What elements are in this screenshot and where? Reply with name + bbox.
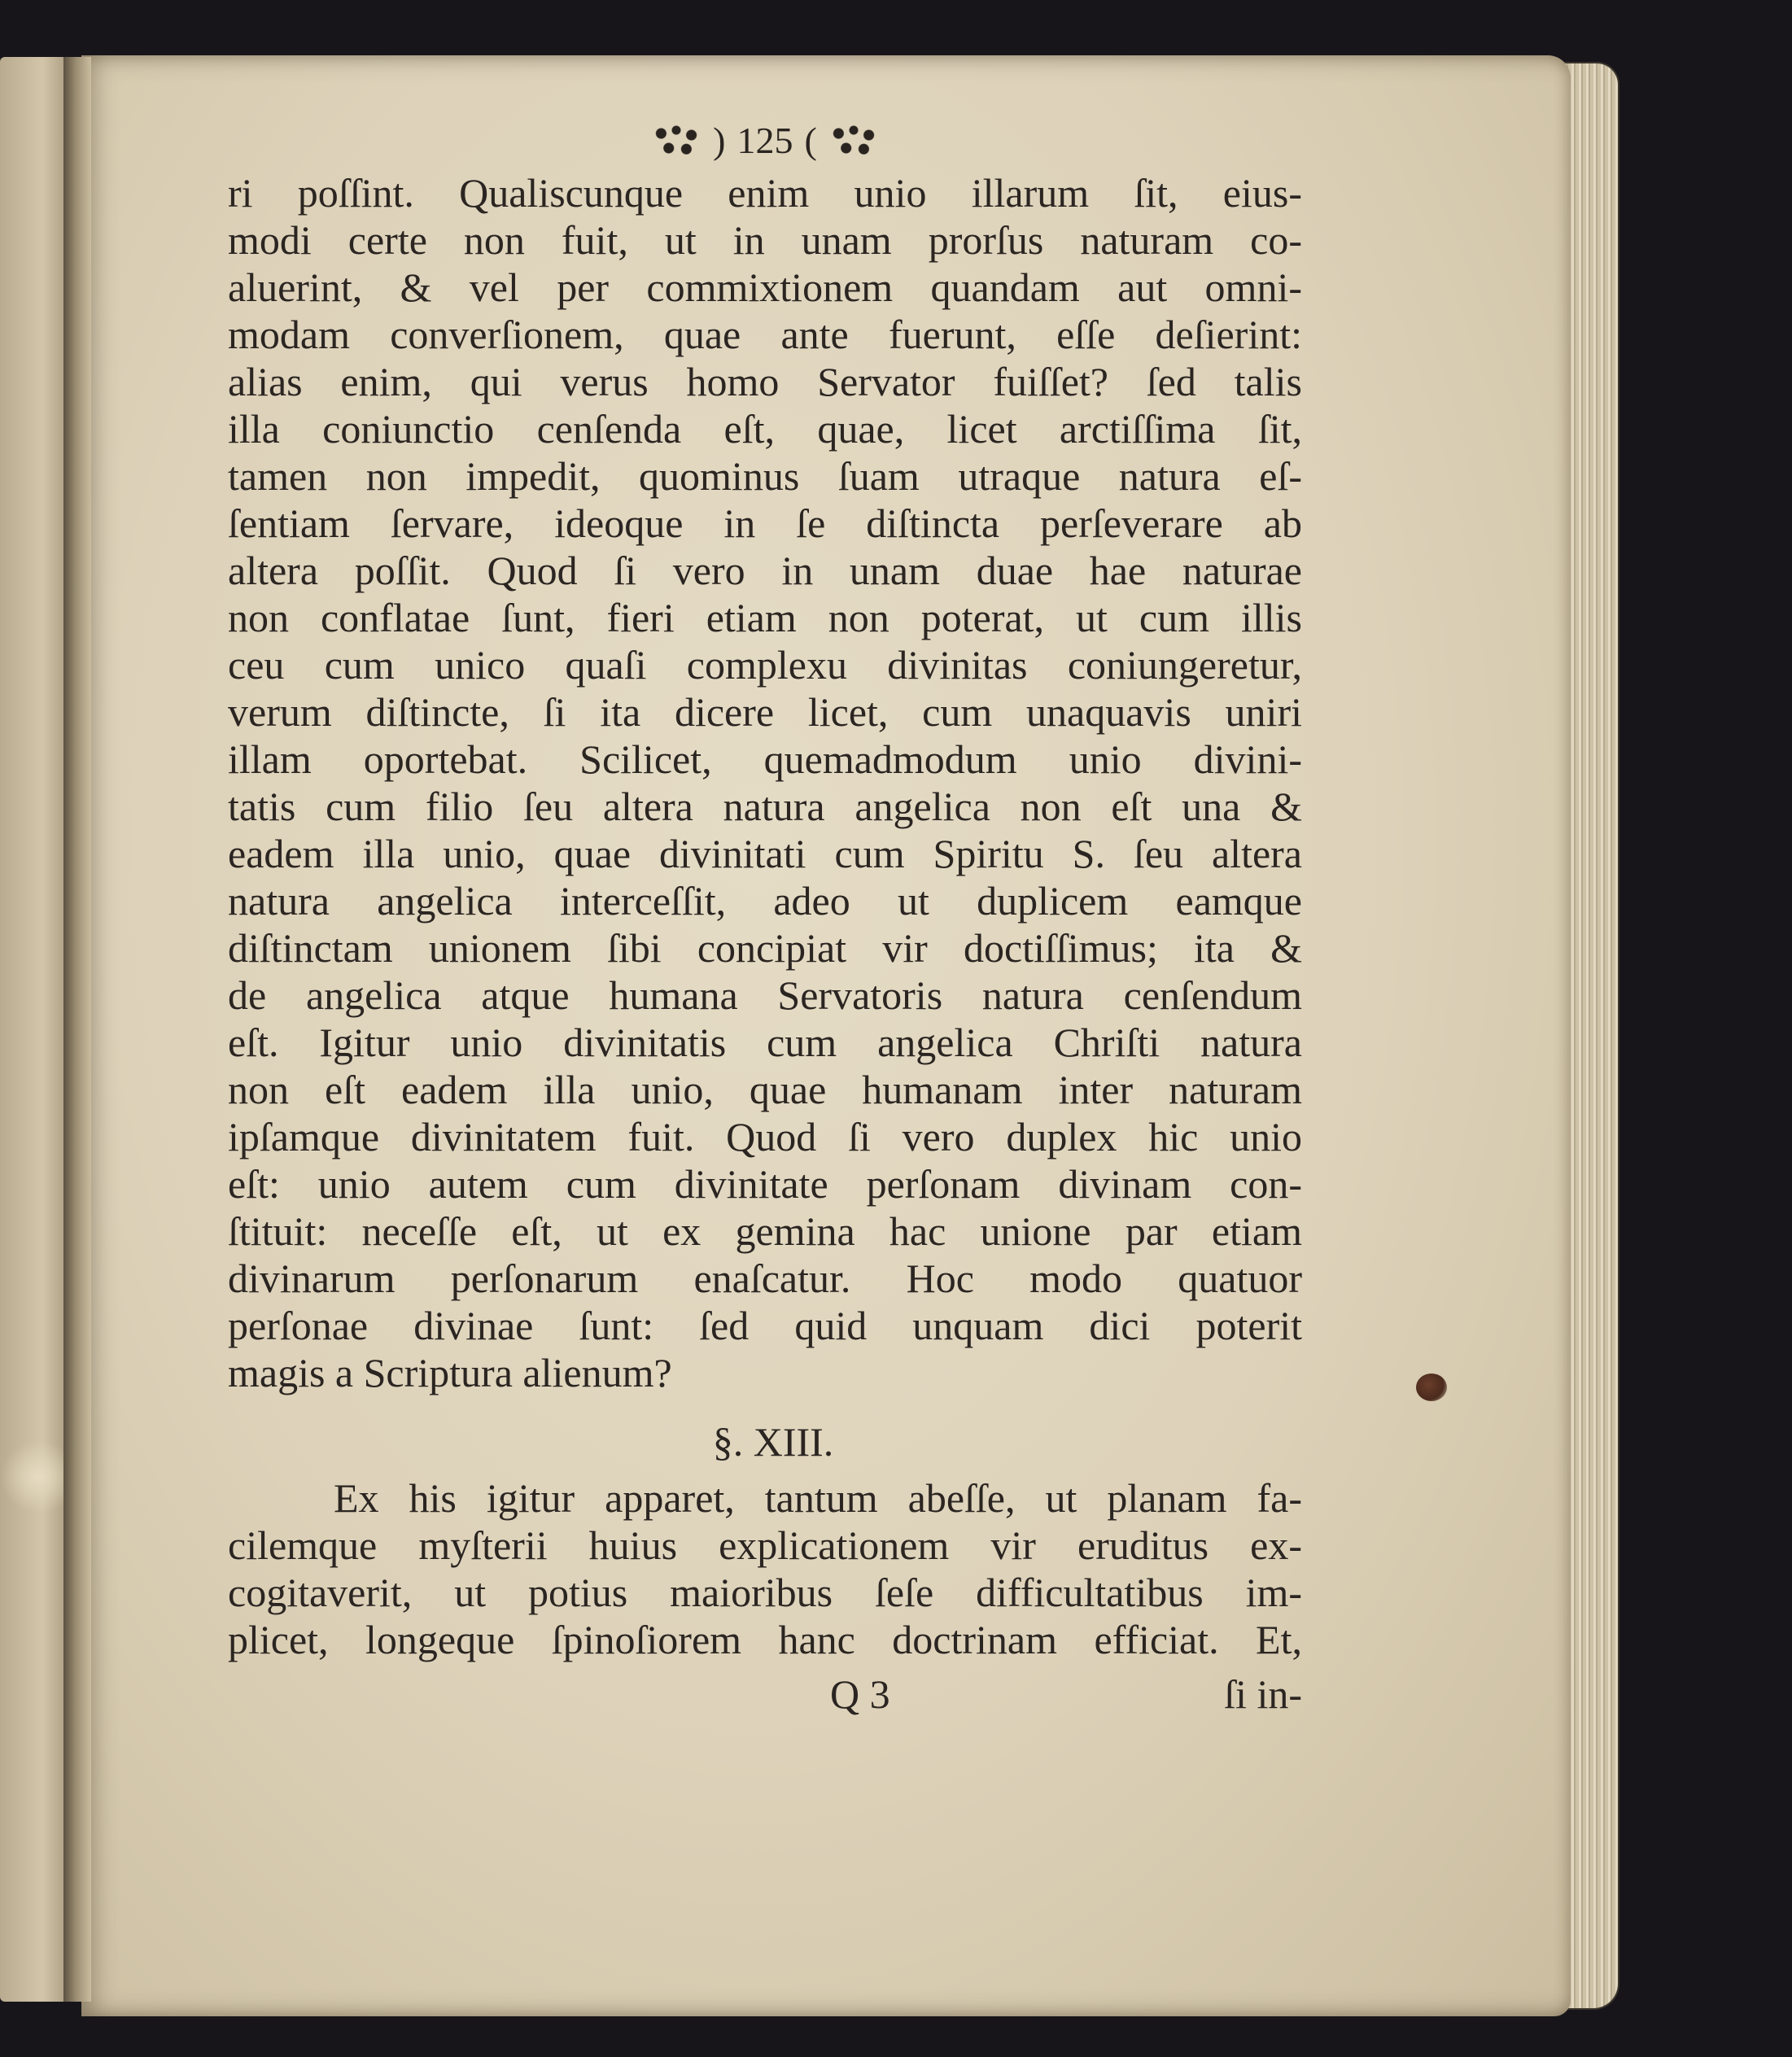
signature-mark: Q 3 bbox=[830, 1671, 890, 1717]
text-line: modi certe non fuit, ut in unam prorſus naturam co- bbox=[228, 217, 1302, 263]
text-line: alias enim, qui verus homo Servator fuiſſet? ſed talis bbox=[228, 359, 1302, 404]
text-line: de angelica atque humana Servatoris natura cenſendum bbox=[228, 972, 1302, 1018]
footer-line bbox=[228, 1670, 1302, 1719]
text-line: plicet, longeque ſpinoſiorem hanc doctrinam efficiat. Et, bbox=[228, 1617, 1302, 1662]
text-line: verum diſtincte, ſi ita dicere licet, cum unaquavis uniri bbox=[228, 689, 1302, 735]
text-line: ceu cum unico quaſi complexu divinitas coniungeretur, bbox=[228, 642, 1302, 688]
text-line: illa coniunctio cenſenda eſt, quae, licet arctiſſima ſit, bbox=[228, 406, 1302, 452]
text-line: divinarum perſonarum enaſcatur. Hoc modo quatuor bbox=[228, 1256, 1302, 1301]
text-line: ſentiam ſervare, ideoque in ſe diſtincta perſeverare ab bbox=[228, 500, 1302, 546]
text-line: cilemque myſterii huius explicationem vir eruditus ex- bbox=[228, 1522, 1302, 1568]
text-line: natura angelica interceſſit, adeo ut duplicem eamque bbox=[228, 878, 1302, 924]
text-line: ſtituit: neceſſe eſt, ut ex gemina hac unione par etiam bbox=[228, 1208, 1302, 1254]
text-line: cogitaverit, ut potius maioribus ſeſe difficultatibus im- bbox=[228, 1570, 1302, 1615]
text-line: non conflatae ſunt, fieri etiam non poterat, ut cum illis bbox=[228, 595, 1302, 640]
running-head bbox=[635, 116, 895, 164]
text-line: magis a Scriptura alienum? bbox=[228, 1350, 672, 1395]
section-heading: §. XIII. bbox=[712, 1419, 834, 1465]
text-line: eſt: unio autem cum divinitate perſonam divinam con- bbox=[228, 1161, 1302, 1207]
ink-spot bbox=[1416, 1374, 1447, 1401]
page-number: 125 bbox=[736, 119, 793, 161]
text-line: tamen non impedit, quominus ſuam utraque natura eſ- bbox=[228, 453, 1302, 499]
ornament-right-icon bbox=[828, 124, 879, 156]
body-text bbox=[228, 169, 1302, 1396]
bracket-right: ( bbox=[804, 119, 817, 161]
section-text bbox=[228, 1474, 1302, 1663]
text-line: modam converſionem, quae ante fuerunt, eſſe deſierint: bbox=[228, 312, 1302, 357]
text-line: tatis cum filio ſeu altera natura angelica non eſt una & bbox=[228, 784, 1302, 829]
text-line: non eſt eadem illa unio, quae humanam inter naturam bbox=[228, 1067, 1302, 1112]
ornament-left-icon bbox=[651, 124, 702, 156]
bracket-left: ) bbox=[713, 119, 726, 161]
text-line: diſtinctam unionem ſibi concipiat vir doctiſſimus; ita & bbox=[228, 925, 1302, 971]
text-line: altera poſſit. Quod ſi vero in unam duae hae naturae bbox=[228, 548, 1302, 593]
text-line: ipſamque divinitatem fuit. Quod ſi vero duplex hic unio bbox=[228, 1114, 1302, 1160]
text-line: eadem illa unio, quae divinitati cum Spiritu S. ſeu altera bbox=[228, 831, 1302, 876]
text-line: Ex his igitur apparet, tantum abeſſe, ut planam fa- bbox=[334, 1475, 1302, 1521]
text-line: ri poſſint. Qualiscunque enim unio illarum ſit, eius- bbox=[228, 170, 1302, 216]
catchword: ſi in- bbox=[1224, 1671, 1302, 1717]
book-gutter bbox=[63, 57, 91, 2002]
text-line: aluerint, & vel per commixtionem quandam aut omni- bbox=[228, 264, 1302, 310]
text-line: illam oportebat. Scilicet, quemadmodum unio divini- bbox=[228, 736, 1302, 782]
text-line: eſt. Igitur unio divinitatis cum angelica Chriſti natura bbox=[228, 1020, 1302, 1065]
text-line: perſonae divinae ſunt: ſed quid unquam dici poterit bbox=[228, 1303, 1302, 1348]
